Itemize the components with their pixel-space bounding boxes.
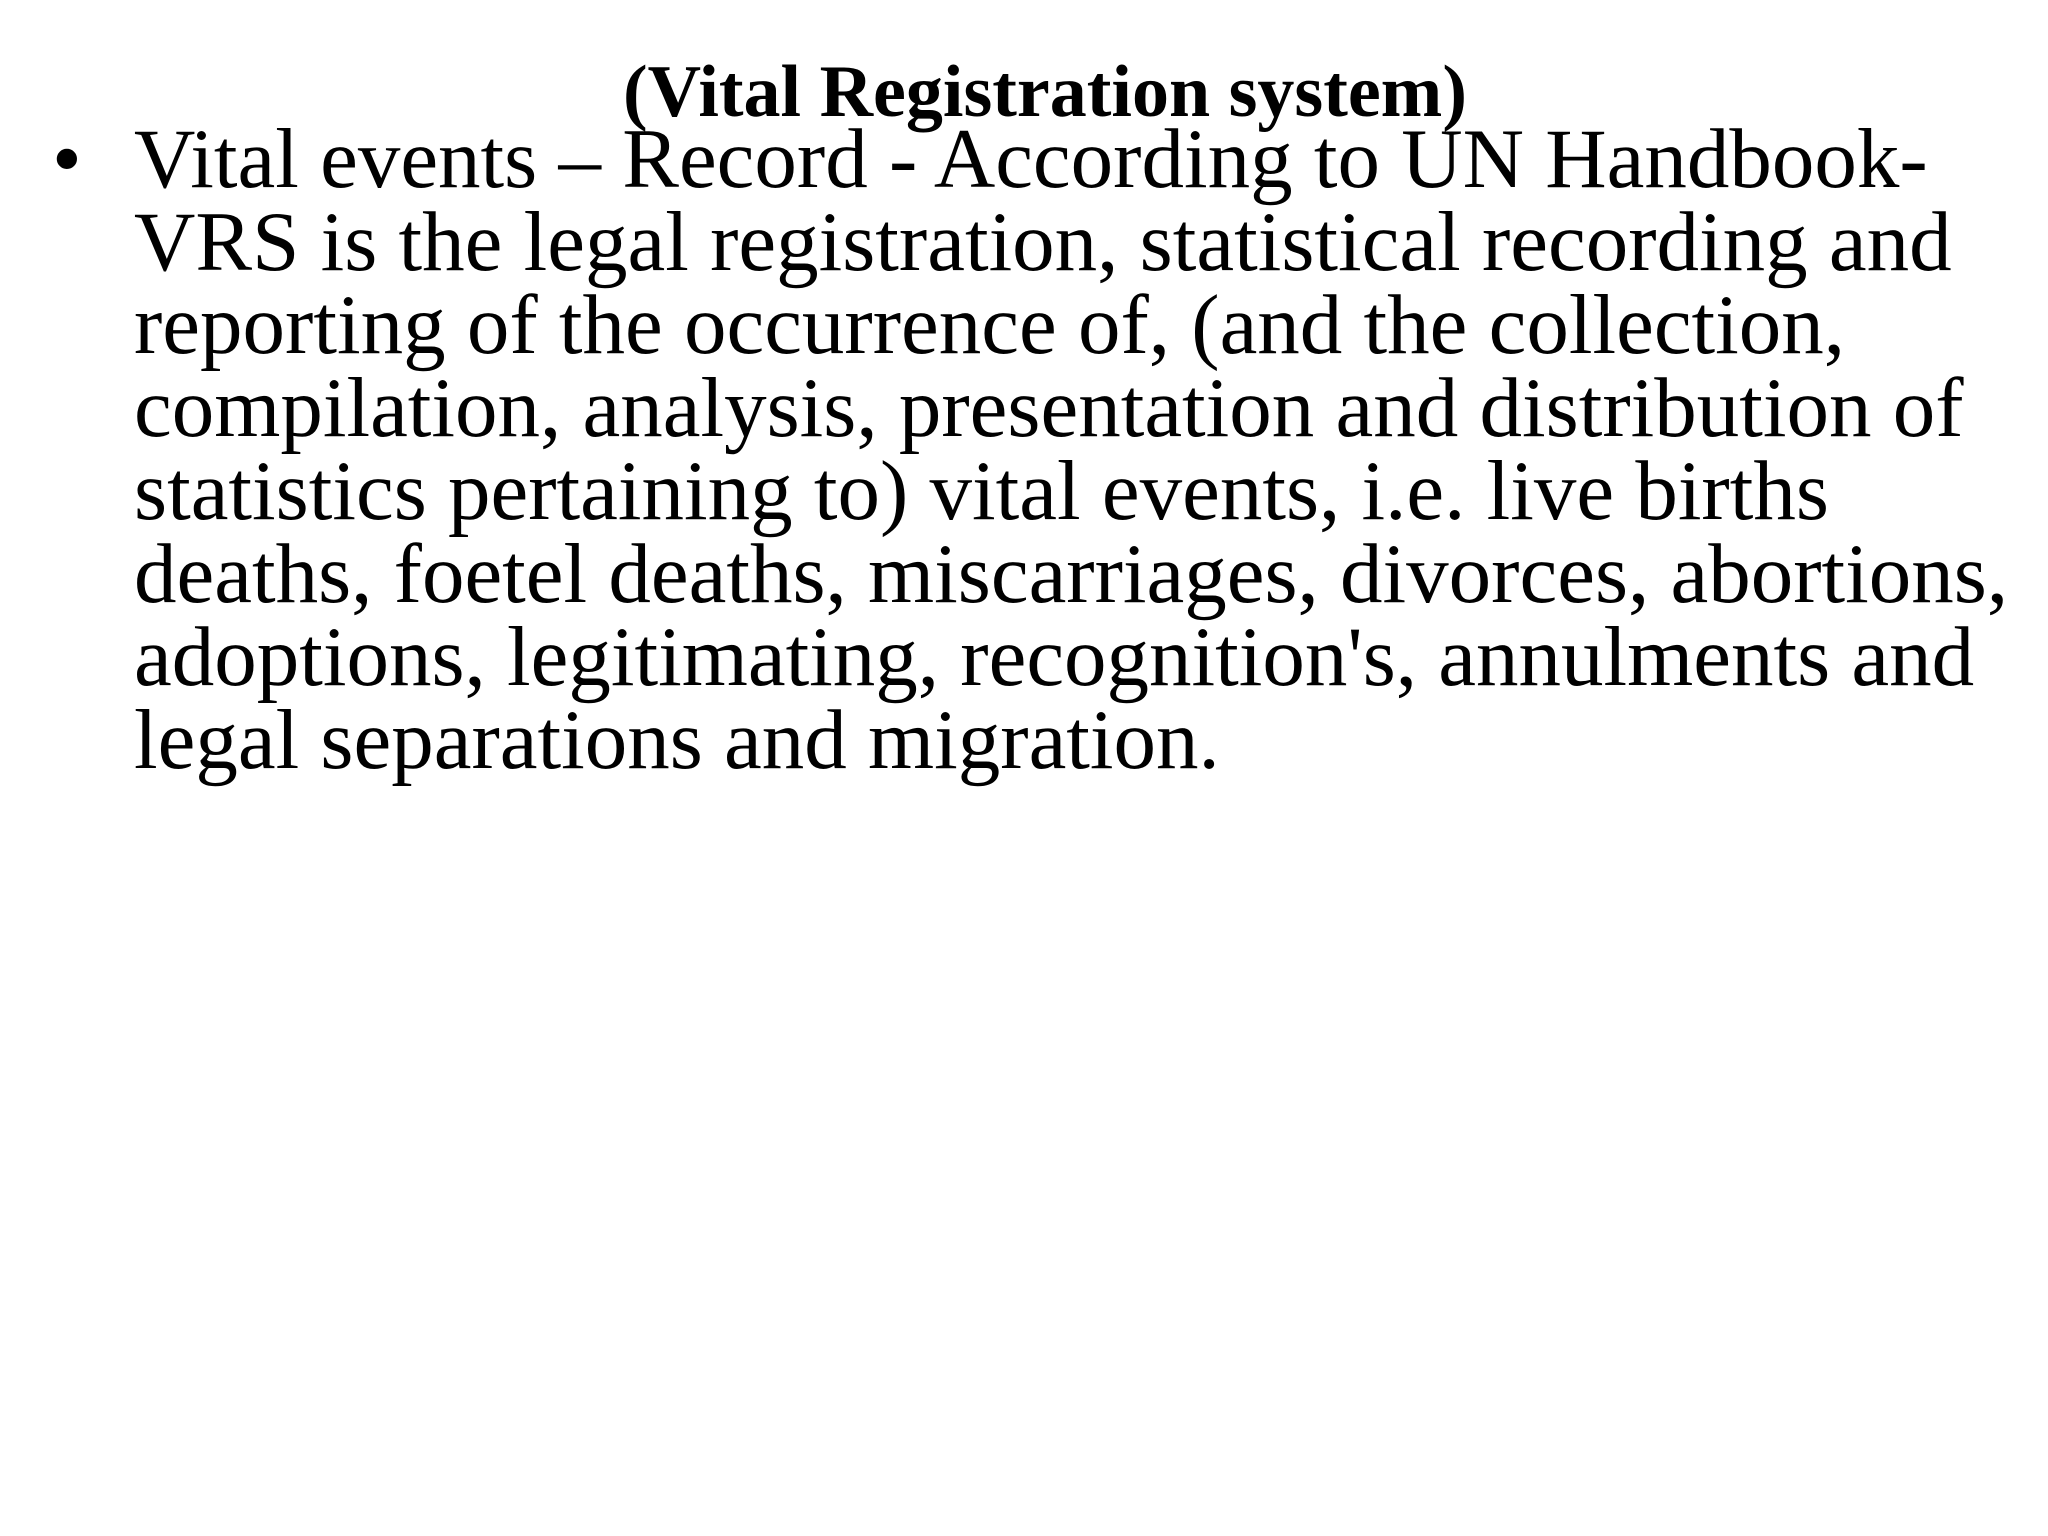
bullet-text-line: legal separations and migration. [134,693,1220,787]
bullet-text-line: Vital events – Record - According to UN Handbook- [134,112,1928,206]
bullet-list [52,112,2042,787]
bullet-text-line: statistics pertaining to) vital events, i.e. live births [134,444,1829,538]
bullet-text-line: compilation, analysis, presentation and distribution of [134,361,1964,455]
bullet-marker: • [52,112,82,206]
slide-title: (Vital Registration system) [623,51,1467,133]
bullet-text-line: adoptions, legitimating, recognition's, annulments and [134,610,1975,704]
bullet-text-line: reporting of the occurrence of, (and the collection, [134,278,1846,372]
bullet-text-line: deaths, foetel deaths, miscarriages, divorces, abortions, [134,527,2009,621]
bullet-item [52,112,2042,787]
bullet-text-line: VRS is the legal registration, statistical recording and [134,195,1952,289]
